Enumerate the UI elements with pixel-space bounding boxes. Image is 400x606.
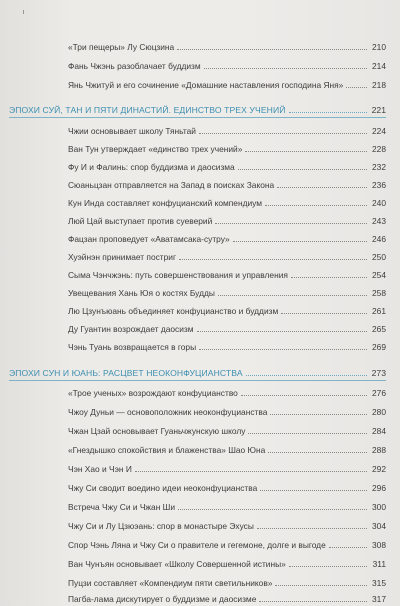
toc-entry-page: 315 bbox=[372, 578, 386, 588]
toc-entry-page: 236 bbox=[372, 180, 386, 190]
toc-entry-page: 284 bbox=[372, 426, 386, 436]
toc-entry-page: 240 bbox=[372, 198, 386, 208]
toc-entry-page: 311 bbox=[372, 559, 386, 569]
toc-entry-page: 276 bbox=[372, 388, 386, 398]
toc-entry-title: Фацзан проповедует «Аватамсака-сутру» bbox=[68, 234, 230, 244]
toc-entry-page: 304 bbox=[372, 521, 386, 531]
toc-entry-title: Сюаньцзан отправляется на Запад в поисках Закона bbox=[68, 180, 275, 190]
toc-entry-page: 250 bbox=[372, 252, 386, 262]
section-rule bbox=[9, 117, 386, 118]
toc-entry[interactable] bbox=[68, 590, 386, 604]
dot-leader bbox=[275, 584, 367, 586]
toc-entry-title: Пуцзи составляет «Компендиум пяти светильников» bbox=[68, 578, 273, 588]
toc-entry-title: Спор Чэнь Ляна и Чжу Си о правителе и гегемоне, долге и выгоде bbox=[68, 540, 326, 550]
toc-entry[interactable] bbox=[68, 460, 386, 474]
toc-entry-page: 280 bbox=[372, 407, 386, 417]
toc-entry-title: Кун Инда составляет конфуцианский компендиум bbox=[68, 198, 263, 208]
toc-entry-page: 258 bbox=[372, 288, 386, 298]
toc-entry-page: 210 bbox=[372, 42, 386, 52]
section-page: 221 bbox=[371, 105, 386, 115]
toc-entry[interactable] bbox=[68, 38, 386, 52]
toc-entry-page: 218 bbox=[372, 80, 386, 90]
dot-leader bbox=[265, 204, 367, 206]
toc-entry-page: 243 bbox=[372, 216, 386, 226]
dot-leader bbox=[289, 111, 367, 113]
toc-entry-page: 254 bbox=[372, 270, 386, 280]
dot-leader bbox=[257, 527, 367, 529]
dot-leader bbox=[346, 86, 367, 88]
toc-entry-title: Ван Чунъян основывает «Школу Совершенной истины» bbox=[68, 559, 286, 569]
toc-entry-title: Хуэйнэн принимает постриг bbox=[68, 252, 177, 262]
toc-entry-title: Ван Тун утверждает «единство трех учений» bbox=[68, 144, 243, 154]
toc-entry-page: 308 bbox=[372, 540, 386, 550]
toc-entry-title: Чжоу Дуньи — основоположник неоконфуцианства bbox=[68, 407, 268, 417]
toc-entry[interactable] bbox=[68, 248, 386, 262]
toc-entry-page: 214 bbox=[372, 61, 386, 71]
toc-entry-title: Чжии основывает школу Тяньтай bbox=[68, 126, 196, 136]
section-rule bbox=[9, 380, 386, 381]
toc-entry-page: 296 bbox=[372, 483, 386, 493]
toc-entry-title: Пагба-лама дискутирует о буддизме и даосизме bbox=[68, 594, 257, 604]
dot-leader bbox=[199, 132, 367, 134]
dot-leader bbox=[329, 546, 367, 548]
dot-leader bbox=[291, 276, 367, 278]
toc-entry[interactable] bbox=[68, 574, 386, 588]
toc-entry[interactable] bbox=[68, 422, 386, 436]
section-page: 273 bbox=[371, 368, 386, 378]
dot-leader bbox=[260, 489, 367, 491]
toc-entry-page: 246 bbox=[372, 234, 386, 244]
toc-entry-title: Чжу Си сводит воедино идеи неоконфуцианства bbox=[68, 483, 258, 493]
dot-leader bbox=[135, 470, 367, 472]
toc-entry[interactable] bbox=[68, 517, 386, 531]
dot-leader bbox=[178, 508, 367, 510]
section-title: ЭПОХИ СУН И ЮАНЬ: РАСЦВЕТ НЕОКОНФУЦИАНСТВА bbox=[9, 368, 243, 378]
toc-entry-title: Чжу Си и Лу Цзюэань: спор в монастыре Эхусы bbox=[68, 521, 254, 531]
toc-entry-title: «Гнездышко спокойствия и блаженства» Шао Юна bbox=[68, 445, 266, 455]
dot-leader bbox=[233, 240, 367, 242]
dot-leader bbox=[289, 565, 367, 567]
toc-entry-title: Ду Гуантин возрождает даосизм bbox=[68, 324, 194, 334]
toc-entry[interactable] bbox=[68, 384, 386, 398]
toc-entry[interactable] bbox=[68, 76, 386, 90]
toc-entry-title: Лю Цзунъюань объединяет конфуцианство и буддизм bbox=[68, 306, 279, 316]
dot-leader bbox=[270, 413, 367, 415]
toc-entry[interactable] bbox=[68, 302, 386, 316]
dot-leader bbox=[204, 67, 367, 69]
dot-leader bbox=[179, 258, 367, 260]
toc-entry[interactable] bbox=[68, 498, 386, 512]
toc-entry-page: 261 bbox=[372, 306, 386, 316]
dot-leader bbox=[268, 451, 367, 453]
toc-entry[interactable] bbox=[68, 140, 386, 154]
toc-entry-title: Янь Чжитуй и его сочинение «Домашние наставления господина Яня» bbox=[68, 80, 344, 90]
toc-entry-title: Чэн Хао и Чэн И bbox=[68, 464, 132, 474]
toc-entry[interactable] bbox=[68, 158, 386, 172]
toc-entry-page: 317 bbox=[372, 594, 386, 604]
section-heading[interactable] bbox=[9, 101, 386, 115]
toc-entry[interactable] bbox=[68, 57, 386, 71]
dot-leader bbox=[259, 600, 367, 602]
toc-entry-page: 228 bbox=[372, 144, 386, 154]
toc-entry-page: 288 bbox=[372, 445, 386, 455]
toc-entry-page: 292 bbox=[372, 464, 386, 474]
toc-entry-title: Чжан Цзай основывает Гуаньчжунскую школу bbox=[68, 426, 246, 436]
toc-entry[interactable] bbox=[68, 284, 386, 298]
dot-leader bbox=[248, 432, 367, 434]
page-mark bbox=[23, 10, 24, 14]
dot-leader bbox=[177, 48, 367, 50]
toc-entry-page: 232 bbox=[372, 162, 386, 172]
toc-entry-page: 224 bbox=[372, 126, 386, 136]
dot-leader bbox=[241, 394, 367, 396]
toc-entry[interactable] bbox=[68, 176, 386, 190]
toc-entry[interactable] bbox=[68, 479, 386, 493]
toc-entry-page: 269 bbox=[372, 342, 386, 352]
toc-entry-page: 300 bbox=[372, 502, 386, 512]
toc-entry[interactable] bbox=[68, 536, 386, 550]
section-title: ЭПОХИ СУЙ, ТАН И ПЯТИ ДИНАСТИЙ. ЕДИНСТВО ТРЕХ УЧЕНИЙ bbox=[9, 105, 286, 115]
dot-leader bbox=[246, 374, 367, 376]
dot-leader bbox=[199, 348, 367, 350]
toc-entry[interactable] bbox=[68, 555, 386, 569]
toc-entry-title: Люй Цай выступает против суеверий bbox=[68, 216, 213, 226]
dot-leader bbox=[281, 312, 367, 314]
toc-entry-title: «Три пещеры» Лу Сюцзина bbox=[68, 42, 175, 52]
section-heading[interactable] bbox=[9, 364, 386, 378]
toc-entry-title: Сыма Чэнчжэнь: путь совершенствования и управления bbox=[68, 270, 288, 280]
toc-entry[interactable] bbox=[68, 403, 386, 417]
toc-entry-title: Встреча Чжу Си и Чжан Ши bbox=[68, 502, 175, 512]
dot-leader bbox=[238, 168, 367, 170]
toc-entry[interactable] bbox=[68, 441, 386, 455]
toc-entry-title: Чэнь Туань возвращается в горы bbox=[68, 342, 197, 352]
toc-entry[interactable] bbox=[68, 338, 386, 352]
toc-entry[interactable] bbox=[68, 194, 386, 208]
toc-entry[interactable] bbox=[68, 230, 386, 244]
toc-entry[interactable] bbox=[68, 266, 386, 280]
dot-leader bbox=[197, 330, 367, 332]
toc-entry-title: Фу И и Фалинь: спор буддизма и даосизма bbox=[68, 162, 235, 172]
dot-leader bbox=[245, 150, 367, 152]
toc-entry-title: Увещевания Хань Юя о костях Будды bbox=[68, 288, 215, 298]
toc-entry[interactable] bbox=[68, 212, 386, 226]
toc-entry-title: Фань Чжэнь разоблачает буддизм bbox=[68, 61, 201, 71]
toc-entry[interactable] bbox=[68, 320, 386, 334]
dot-leader bbox=[218, 294, 367, 296]
toc-entry-title: «Трое ученых» возрождают конфуцианство bbox=[68, 388, 238, 398]
toc-entry-page: 265 bbox=[372, 324, 386, 334]
dot-leader bbox=[215, 222, 367, 224]
toc-entry[interactable] bbox=[68, 122, 386, 136]
dot-leader bbox=[277, 186, 367, 188]
